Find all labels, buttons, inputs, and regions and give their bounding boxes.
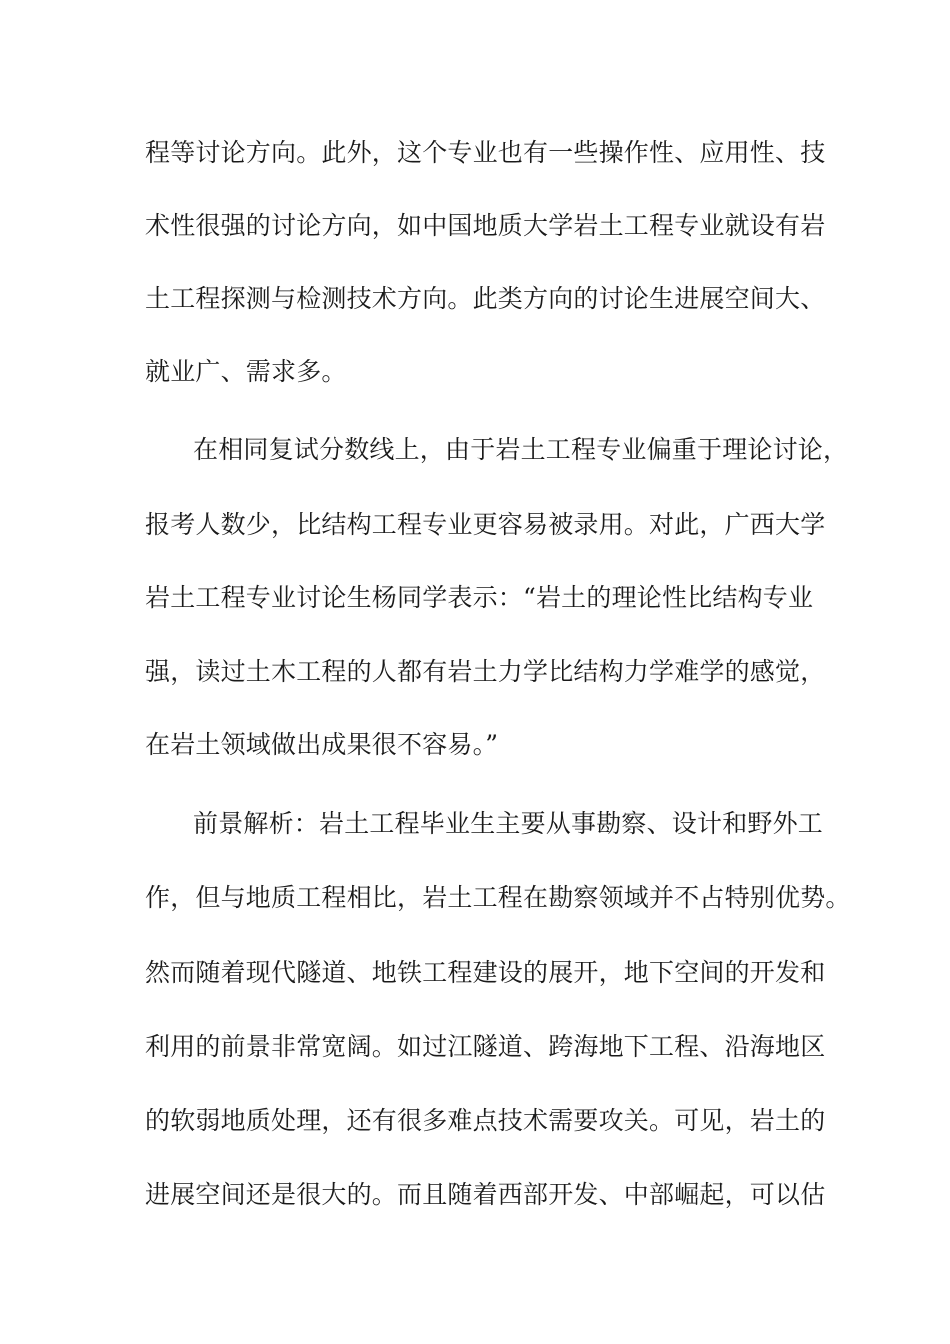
text-line: 在岩土领域做出成果很不容易。” [145,730,499,759]
text-line: 报考人数少，比结构工程专业更容易被录用。对此，广西大学 [145,510,826,539]
text-line: 术性很强的讨论方向，如中国地质大学岩土工程专业就设有岩 [145,211,826,240]
paragraph-first-line: 在相同复试分数线上，由于岩土工程专业偏重于理论讨论， [193,435,849,464]
text-line: 岩土工程专业讨论生杨同学表示：“岩土的理论性比结构专业 [145,583,814,612]
text-line: 利用的前景非常宽阔。如过江隧道、跨海地下工程、沿海地区 [145,1032,826,1061]
text-line: 的软弱地质处理，还有很多难点技术需要攻关。可见，岩土的 [145,1106,826,1135]
text-line: 强，读过土木工程的人都有岩土力学比结构力学难学的感觉， [145,657,826,686]
text-line: 然而随着现代隧道、地铁工程建设的展开，地下空间的开发和 [145,958,826,987]
text-line: 程等讨论方向。此外，这个专业也有一些操作性、应用性、技 [145,138,826,167]
text-line: 土工程探测与检测技术方向。此类方向的讨论生进展空间大、 [145,284,826,313]
paragraph-first-line: 前景解析：岩土工程毕业生主要从事勘察、设计和野外工 [193,809,824,838]
text-line: 作，但与地质工程相比，岩土工程在勘察领域并不占特别优势。 [145,883,851,912]
text-line: 进展空间还是很大的。而且随着西部开发、中部崛起，可以估 [145,1180,826,1209]
text-line: 就业广、需求多。 [145,357,347,386]
